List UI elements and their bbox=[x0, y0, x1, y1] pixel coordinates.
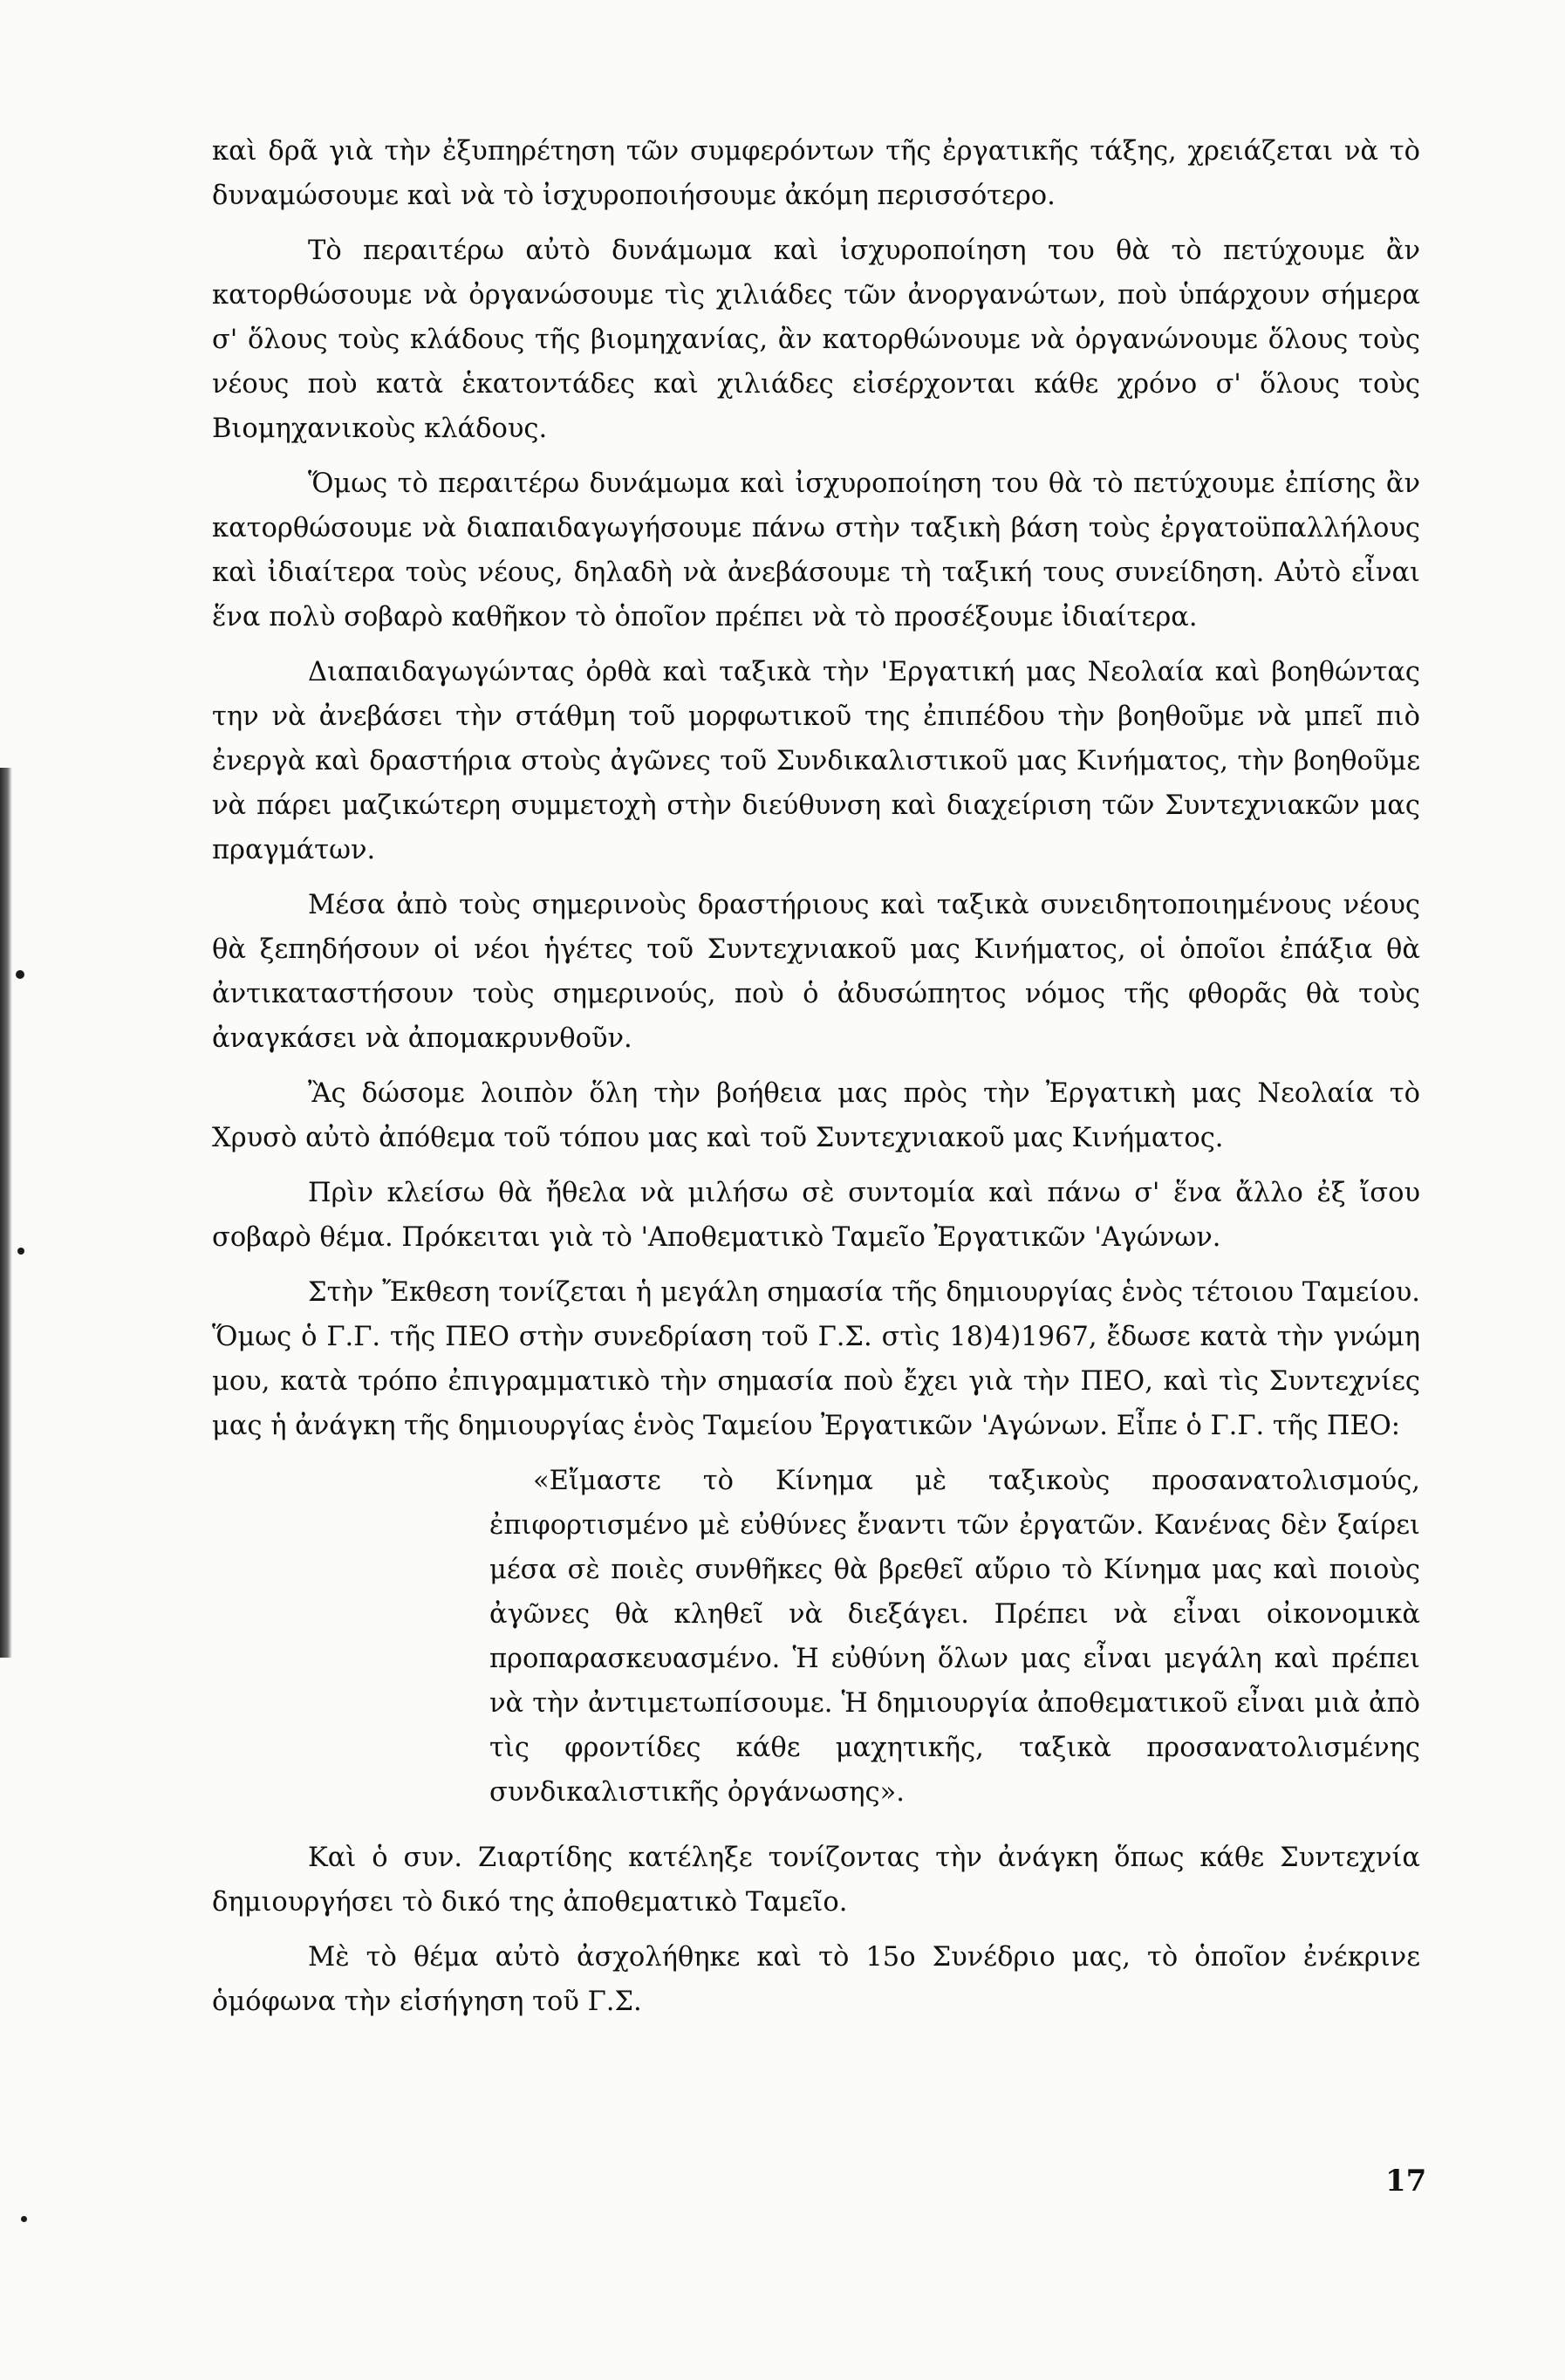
quotation bbox=[489, 1459, 1420, 1815]
paragraph: Στὴν Ἔκθεση τονίζεται ἡ μεγάλη σημασία τῆς δημιουργίας ἑνὸς τέτοιου Ταμείου. Ὅμως ὁ Γ.Γ. τῆς ΠΕΟ στὴν συνεδρίαση τοῦ Γ.Σ. στὶς 18)4)1967, ἔδωσε κατὰ τὴν γνώμη μου, κατὰ τρόπο ἐπιγραμματικὸ τὴν σημασία ποὺ ἔχει γιὰ τὴν ΠΕΟ, καὶ τὶς Συντεχνίες μας ἡ ἀνάγκη τῆς δημιουργίας ἑνὸς Ταμείου Ἐργατικῶν 'Αγώνων. Εἶπε ὁ Γ.Γ. τῆς ΠΕΟ: bbox=[212, 1277, 1420, 1441]
page-number: 17 bbox=[1385, 2164, 1427, 2199]
paragraph: Διαπαιδαγωγώντας ὀρθὰ καὶ ταξικὰ τὴν 'Εργατική μας Νεολαία καὶ βοηθώντας την νὰ ἀνεβάσει τὴν στάθμη τοῦ μορφωτικοῦ της ἐπιπέδου τὴν βοηθοῦμε νὰ μπεῖ πιὸ ἐνεργὰ καὶ δραστήρια στοὺς ἀγῶνες τοῦ Συνδικαλιστικοῦ μας Κινήματος, τὴν βοηθοῦμε νὰ πάρει μαζικώτερη συμμετοχὴ στὴν διεύθυνση καὶ διαχείριση τῶν Συντεχνιακῶν μας πραγμάτων. bbox=[212, 657, 1420, 865]
scan-speck bbox=[16, 970, 24, 979]
document-body bbox=[212, 129, 1420, 2035]
paragraph: Τὸ περαιτέρω αὐτὸ δυνάμωμα καὶ ἰσχυροποίηση του θὰ τὸ πετύχουμε ἂν κατορθώσουμε νὰ ὀργανώσουμε τὶς χιλιάδες τῶν ἀνοργανώτων, ποὺ ὑπάρχουν σήμερα σ' ὅλους τοὺς κλάδους τῆς βιομηχανίας, ἂν κατορθώνουμε νὰ ὀργανώνουμε ὅλους τοὺς νέους ποὺ κατὰ ἑκατοντάδες καὶ χιλιάδες εἰσέρχονται κάθε χρόνο σ' ὅλους τοὺς Βιομηχανικοὺς κλάδους. bbox=[212, 236, 1420, 444]
scan-edge-shadow bbox=[0, 768, 12, 1658]
paragraph: καὶ δρᾶ γιὰ τὴν ἐξυπηρέτηση τῶν συμφερόντων τῆς ἐργατικῆς τάξης, χρειάζεται νὰ τὸ δυναμώσουμε καὶ νὰ τὸ ἰσχυροποιήσουμε ἀκόμη περισσότερο. bbox=[212, 136, 1420, 211]
paragraph: Πρὶν κλείσω θὰ ἤθελα νὰ μιλήσω σὲ συντομία καὶ πάνω σ' ἕνα ἄλλο ἐξ ἴσου σοβαρὸ θέμα. Πρόκειται γιὰ τὸ 'Αποθεματικὸ Ταμεῖο Ἐργατικῶν 'Αγώνων. bbox=[212, 1178, 1420, 1253]
paragraph: Ὅμως τὸ περαιτέρω δυνάμωμα καὶ ἰσχυροποίηση του θὰ τὸ πετύχουμε ἐπίσης ἂν κατορθώσουμε νὰ διαπαιδαγωγήσουμε πάνω στὴν ταξικὴ βάση τοὺς ἐργατοϋπαλλήλους καὶ ἰδιαίτερα τοὺς νέους, δηλαδὴ νὰ ἀνεβάσουμε τὴ ταξική τους συνείδηση. Αὐτὸ εἶναι ἕνα πολὺ σοβαρὸ καθῆκον τὸ ὁποῖον πρέπει νὰ τὸ προσέξουμε ἰδιαίτερα. bbox=[212, 468, 1420, 633]
paragraph: Μέσα ἀπὸ τοὺς σημερινοὺς δραστήριους καὶ ταξικὰ συνειδητοποιημένους νέους θὰ ξεπηδήσουν οἱ νέοι ἡγέτες τοῦ Συντεχνιακοῦ μας Κινήματος, οἱ ὁποῖοι ἐπάξια θὰ ἀντικαταστήσουν τοὺς σημερινούς, ποὺ ὁ ἀδυσώπητος νόμος τῆς φθορᾶς θὰ τοὺς ἀναγκάσει νὰ ἀπομακρυνθοῦν. bbox=[212, 890, 1420, 1054]
paragraph: Ἂς δώσομε λοιπὸν ὅλη τὴν βοήθεια μας πρὸς τὴν Ἐργατικὴ μας Νεολαία τὸ Χρυσὸ αὐτὸ ἀπόθεμα τοῦ τόπου μας καὶ τοῦ Συντεχνιακοῦ μας Κινήματος. bbox=[212, 1078, 1420, 1153]
scan-speck bbox=[21, 2216, 27, 2222]
scan-speck bbox=[17, 1248, 24, 1255]
paragraph: Μὲ τὸ θέμα αὐτὸ ἀσχολήθηκε καὶ τὸ 15ο Συνέδριο μας, τὸ ὁποῖον ἐνέκρινε ὁμόφωνα τὴν εἰσήγηση τοῦ Γ.Σ. bbox=[212, 1942, 1420, 2017]
quotation-text: «Εἴμαστε τὸ Κίνημα μὲ ταξικοὺς προσανατολισμούς, ἐπιφορτισμένο μὲ εὐθύνες ἔναντι τῶν ἐργατῶν. Κανένας δὲν ξαίρει μέσα σὲ ποιὲς συνθῆκες θὰ βρεθεῖ αὔριο τὸ Κίνημα μας καὶ ποιοὺς ἀγῶνες θὰ κληθεῖ νὰ διεξάγει. Πρέπει νὰ εἶναι οἰκονομικὰ προπαρασκευασμένο. Ἡ εὐθύνη ὅλων μας εἶναι μεγάλη καὶ πρέπει νὰ τὴν ἀντιμετωπίσουμε. Ἡ δημιουργία ἀποθεματικοῦ εἶναι μιὰ ἀπὸ τὶς φροντίδες κάθε μαχητικῆς, ταξικὰ προσανατολισμένης συνδικαλιστικῆς ὀργάνωσης». bbox=[489, 1466, 1420, 1808]
paragraph: Καὶ ὁ συν. Ζιαρτίδης κατέληξε τονίζοντας τὴν ἀνάγκη ὅπως κάθε Συντεχνία δημιουργήσει τὸ δικό της ἀποθεματικὸ Ταμεῖο. bbox=[212, 1843, 1420, 1918]
